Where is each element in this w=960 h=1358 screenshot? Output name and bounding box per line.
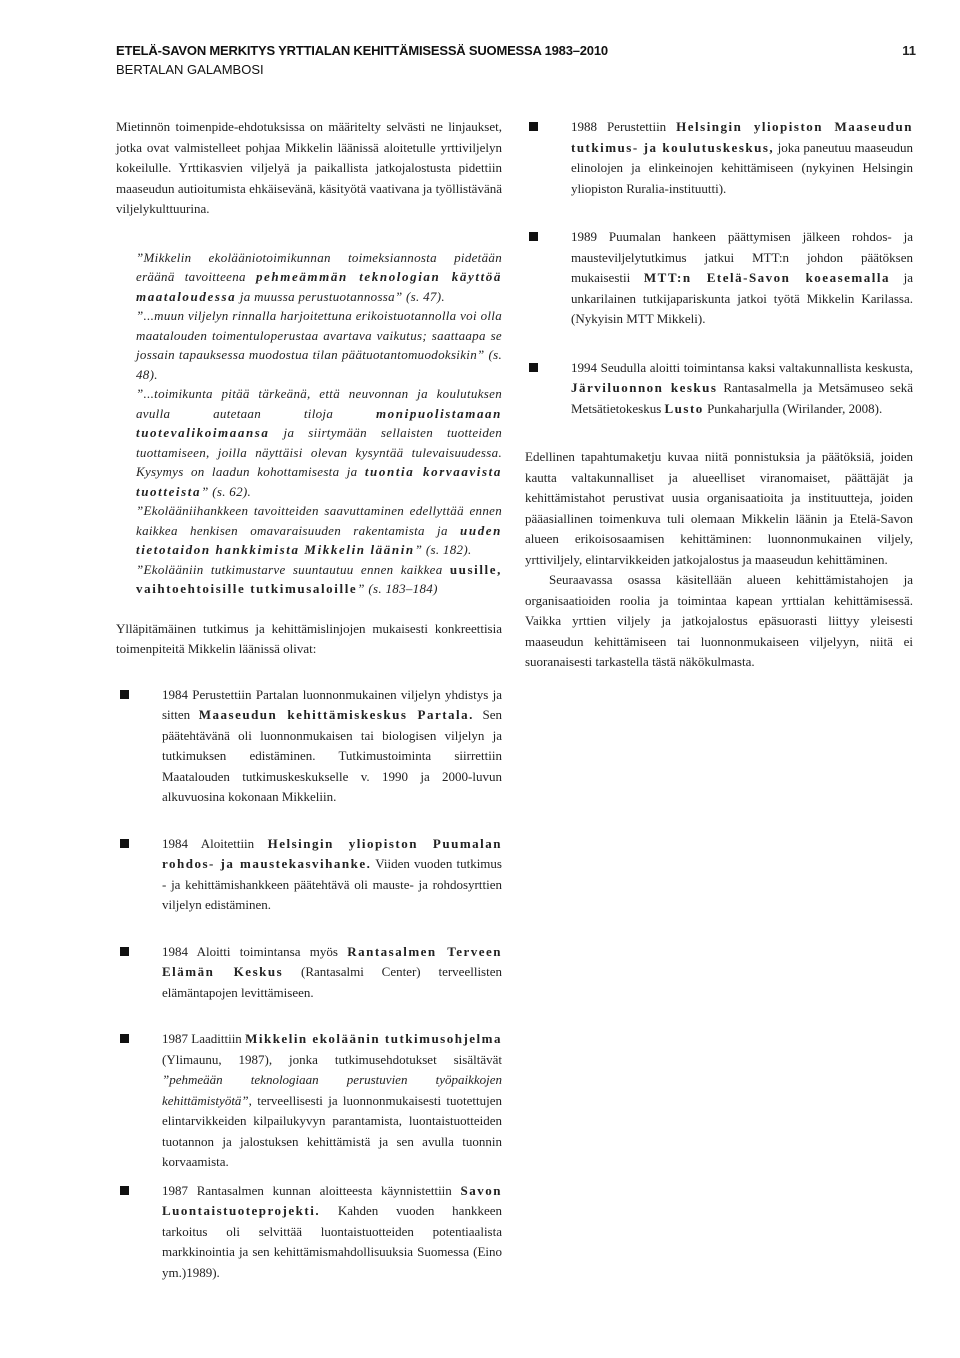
author-name: BERTALAN GALAMBOSI — [116, 62, 264, 77]
list-item: 1987 Laadittiin Mikkelin ekoläänin tutkimusohjelma (Ylimaunu, 1987), jonka tutkimusehdotukset sisältävät ”pehmeään teknologiaan perustuvien työpaikkojen kehittämistyötä”, terveellisesti ja luonnonmukaisesti tuotettujen elintarvikkeiden kilpailukyvyn parantamista, luontaistuotteiden tuotannon ja jalostuksen kehittämistä ja sen avulla tuonnin korvaamista. — [116, 1029, 502, 1173]
bullet-square-icon — [529, 122, 538, 131]
bullet-square-icon — [120, 839, 129, 848]
next-section-paragraph: Seuraavassa osassa käsitellään alueen kehittämistahojen ja organisaatioiden roolia ja toimintaa kapean yrttialan kehittämisessä. Vaikka yrttien viljely ja jatkojalostus epäsuorasti liittyy yleisesti maaseudun kehittämiseen tai luonnonmukaiseen viljelyyn, niitä ei suoranaisesti tarkastella tästä näkökulmasta. — [525, 572, 913, 669]
right-column — [525, 117, 913, 673]
running-title: ETELÄ-SAVON MERKITYS YRTTIALAN KEHITTÄMISESSÄ SUOMESSA 1983–2010 — [116, 43, 608, 58]
bullet-square-icon — [120, 947, 129, 956]
quote-5: ”Ekolääniin tutkimustarve suuntautuu ennen kaikkea uusille, vaihtoehtoisille tutkimusaloille” (s. 183–184) — [136, 561, 502, 596]
list-item: 1984 Aloitettiin Helsingin yliopiston Puumalan rohdos- ja maustekasvihanke. Viiden vuoden tutkimus - ja kehittämishankkeen päätehtävä oli mauste- ja rohdosyrttien viljelyn edistäminen. — [116, 834, 502, 916]
list-item: 1994 Seudulla aloitti toimintansa kaksi valtakunnallista keskusta, Järviluonnon keskus Rantasalmella ja Metsämuseo sekä Metsätietokeskus Lusto Punkaharjulla (Wirilander, 2008). — [525, 358, 913, 420]
quote-4: ”Ekolääniihankkeen tavoitteiden saavuttaminen edellyttää ennen kaikkea henkisen omavaraisuuden rakentamista ja uuden tietotaidon hankkimista Mikkelin läänin” (s. 182). — [136, 503, 502, 557]
bullet-square-icon — [120, 690, 129, 699]
milestone-list — [116, 685, 502, 1284]
list-intro-paragraph: Ylläpitämäinen tutkimus ja kehittämislinjojen mukaisesti konkreettisia toimenpiteitä Mikkelin läänissä olivat: — [116, 620, 502, 656]
quote-3: ”...toimikunta pitää tärkeänä, että neuvonnan ja koulutuksen avulla autetaan tiloja monipuolistamaan tuotevalikoimaansa ja siirtymään sellaisten tuotteiden tuottamiseen, joilla näyttäisi olevan kysyntää tulevaisuudessa. Kysymys on laadun kohottamisesta ja tuontia korvaavista tuotteista” (s. 62). — [136, 386, 502, 499]
page-number: 11 — [902, 43, 916, 58]
bullet-square-icon — [120, 1034, 129, 1043]
quote-2: ”...muun viljelyn rinnalla harjoitettuna erikoistuotannolla voi olla maatalouden toimentuloperustaa avartava vaikutus; saattaapa se jossain tapauksessa muodostua tilan päätuotantomuodoksikin” (s. 48). — [136, 308, 502, 382]
bullet-square-icon — [120, 1186, 129, 1195]
quote-block — [136, 248, 502, 599]
intro-paragraph: Mietinnön toimenpide-ehdotuksissa on määritelty selvästi ne linjaukset, jotka ovat valmistelleet pohjaa Mikkelin läänissä aloitetulle yrttiviljelyn kokeilulle. Yrttikasvien viljelyä ja paikallista jatkojalostusta pidettiin maaseudun autioitumista ehkäisevänä, käsityötä vaativana ja työllistävänä viljelykulttuurina. — [116, 119, 502, 216]
quote-1: ”Mikkelin ekolääniotoimikunnan toimeksiannosta pidetään eräänä tavoitteena pehmeämmän teknologian käyttöä maataloudessa ja muussa perustuotannossa” (s. 47). — [136, 249, 502, 304]
summary-paragraph: Edellinen tapahtumaketju kuvaa niitä ponnistuksia ja päätöksiä, joiden kautta valtakunnalliset ja alueelliset viranomaiset, päättäjät ja kehittämistahot perustivat uusia organisaatioita ja instituutteja, joiden pääasiallinen toimenkuva tuli olemaan Mikkelin läänin ja Etelä-Savon alueen erikoisosaamisen kehittäminen: luonnonmukainen viljely, yrttiviljely, elintarvikkeiden jatkojalostus ja maaseudun kehittäminen. — [525, 449, 913, 567]
page-header — [116, 43, 916, 77]
bullet-square-icon — [529, 363, 538, 372]
list-item: 1987 Rantasalmen kunnan aloitteesta käynnistettiin Savon Luontaistuoteprojekti. Kahden vuoden hankkeen tarkoitus oli selvittää luontaistuotteiden potentiaalista markkinointia ja sen kehittämismahdollisuuksia Suomessa (Eino ym.)1989). — [116, 1181, 502, 1284]
list-item: 1988 Perustettiin Helsingin yliopiston Maaseudun tutkimus- ja koulutuskeskus, joka paneutuu maaseudun elinolojen ja elinkeinojen kehittämiseen (nykyinen Helsingin yliopiston Ruralia-instituutti). — [525, 117, 913, 199]
left-column — [116, 117, 502, 1309]
bullet-square-icon — [529, 232, 538, 241]
list-item: 1984 Aloitti toimintansa myös Rantasalmen Terveen Elämän Keskus (Rantasalmi Center) terveellisten elämäntapojen levittämiseen. — [116, 942, 502, 1004]
list-item: 1984 Perustettiin Partalan luonnonmukainen viljelyn yhdistys ja sitten Maaseudun kehittämiskeskus Partala. Sen päätehtävänä oli luonnonmukaisen tai biologisen viljelyn ja tutkimuksen edistäminen. Tutkimustoiminta siirrettiin Maatalouden tutkimuskeskukselle v. 1990 ja 2000-luvun alkuvuosina kokonaan Mikkeliin. — [116, 685, 502, 808]
list-item: 1989 Puumalan hankeen päättymisen jälkeen rohdos- ja mausteviljelytutkimus jatkui MTT:n johdon päätöksen mukaisestii MTT:n Etelä-Savon koeasemalla ja unkarilainen tutkijapariskunta jatkoi työtä Mikkelin Karilassa. (Nykyisin MTT Mikkeli). — [525, 227, 913, 330]
